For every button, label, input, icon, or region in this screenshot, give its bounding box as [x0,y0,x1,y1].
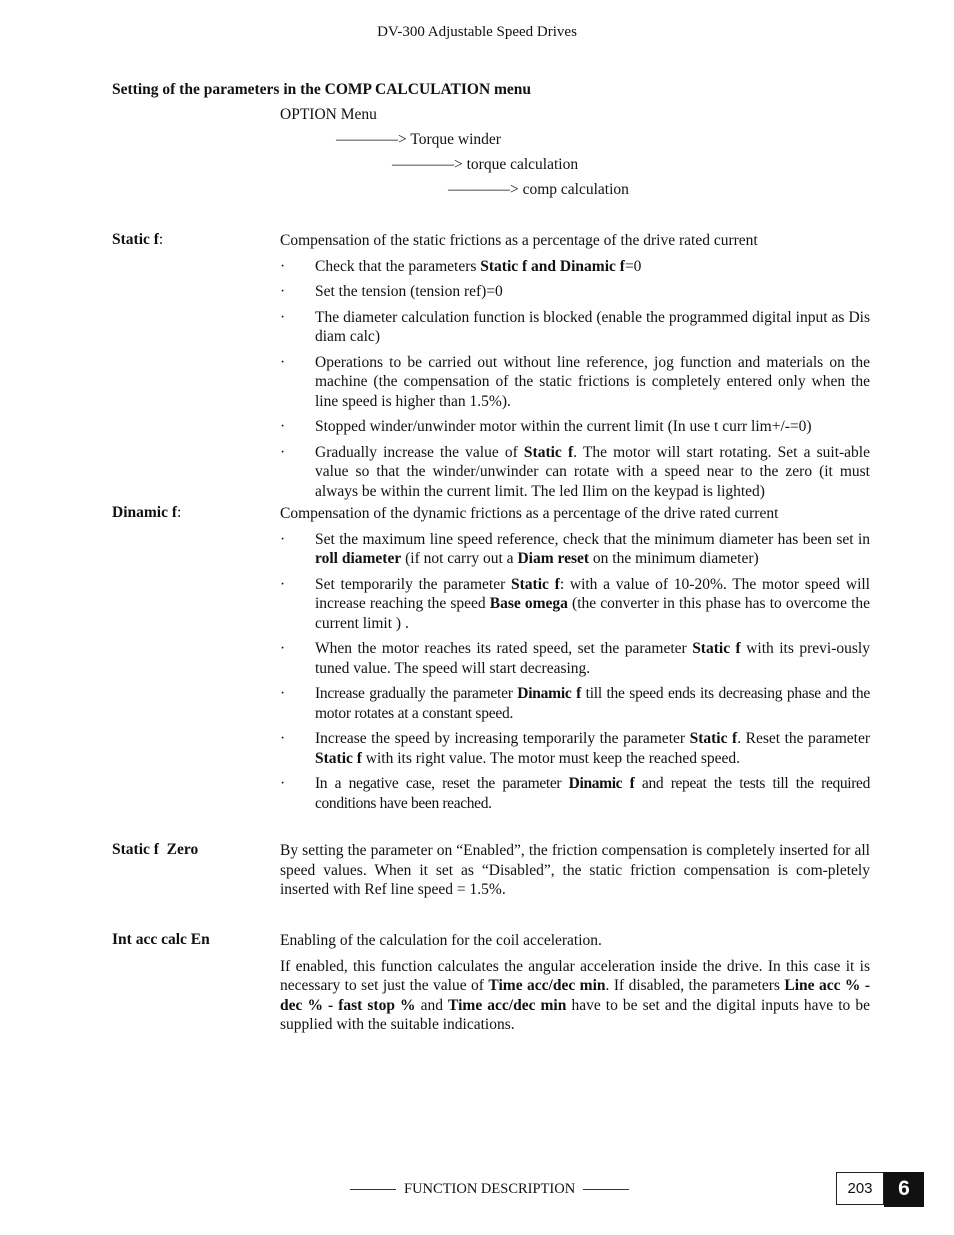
static-f-section [280,231,870,507]
list-item: · Set the maximum line speed reference, check that the minimum diameter has been set in roll diameter (if not carry out a Diam reset on the minimum diameter) [280,530,870,567]
footer [342,1181,637,1198]
list-item: · Operations to be carried out without line reference, jog function and materials on the machine (the compensation of the static frictions is completely entered only when the line speed is higher than 1.5%). [280,353,870,410]
page-number: 203 [836,1172,884,1205]
list-item: · Stopped winder/unwinder motor within the current limit (In use t curr lim+/-=0) [280,418,812,435]
footer-rule-left [350,1189,396,1190]
list-item: · In a negative case, reset the parameter Dinamic f and repeat the tests till the required conditions have been reached. [280,775,870,812]
footer-rule-right [583,1189,629,1190]
static-f-intro: Compensation of the static frictions as a percentage of the drive rated current [280,232,758,249]
menu-path-comp-calculation: ————> comp calculation [448,181,629,198]
int-acc-calc-p2: If enabled, this function calculates the angular acceleration inside the drive. In this case it is necessary to set just the value of Time acc/dec min. If disabled, the parameters Line acc % - dec % - fast stop % and Time acc/dec min have to be set and the digital inputs have to be supplied with the suitable indications. [280,957,870,1033]
footer-text: FUNCTION DESCRIPTION [404,1181,576,1197]
list-item: · The diameter calculation function is blocked (enable the programmed digital input as Dis diam calc) [280,308,870,345]
list-item: · Check that the parameters Static f and Dinamic f=0 [280,257,642,275]
menu-path-torque-calculation: ————> torque calculation [392,156,579,173]
static-f-zero-section [280,841,870,900]
dinamic-f-label: Dinamic f: [112,504,182,521]
int-acc-calc-label: Int acc calc En [112,931,210,948]
dinamic-f-steps [280,530,870,814]
menu-path-option: OPTION Menu [280,106,377,123]
list-item: · Set the tension (tension ref)=0 [280,283,503,300]
list-item: · Increase gradually the parameter Dinamic f till the speed ends its decreasing phase and the motor rotates at a constant speed. [280,685,870,722]
list-item: · Set temporarily the parameter Static f: with a value of 10-20%. The motor speed will increase reaching the speed Base omega (the converter in this phase has to overcome the current limit ) . [280,575,871,632]
dinamic-f-section [280,504,870,819]
list-item: · When the motor reaches its rated speed, set the parameter Static f with its previ-ously tuned value. The speed will start decreasing. [280,640,870,677]
running-header: DV-300 Adjustable Speed Drives [377,24,577,40]
static-f-steps [280,257,870,502]
static-f-label: Static f: [112,231,164,248]
int-acc-calc-p1: Enabling of the calculation for the coil acceleration. [280,932,602,949]
chapter-tab: 6 [884,1172,924,1207]
dinamic-f-intro: Compensation of the dynamic frictions as a percentage of the drive rated current [280,505,779,522]
static-f-zero-text: By setting the parameter on “Enabled”, the friction compensation is completely inserted for all speed values. When it set as “Disabled”, the static friction compensation is com-pletely inserted with Ref line speed = 1.5%. [280,842,870,898]
list-item: · Increase the speed by increasing temporarily the parameter Static f. Reset the parameter Static f with its right value. The motor must keep the reached speed. [280,730,871,767]
list-item: · Gradually increase the value of Static f. The motor will start rotating. Set a suit-able value so that the winder/unwinder can rotate with a speed near to the zero (it must always be within the current limit. The led Ilim on the keypad is lighted) [280,443,870,500]
section-title: Setting of the parameters in the COMP CALCULATION menu [112,81,532,98]
menu-path-torque-winder: ————> Torque winder [336,131,501,148]
int-acc-calc-section [280,931,870,1035]
static-f-zero-label: Static f Zero [112,841,199,858]
